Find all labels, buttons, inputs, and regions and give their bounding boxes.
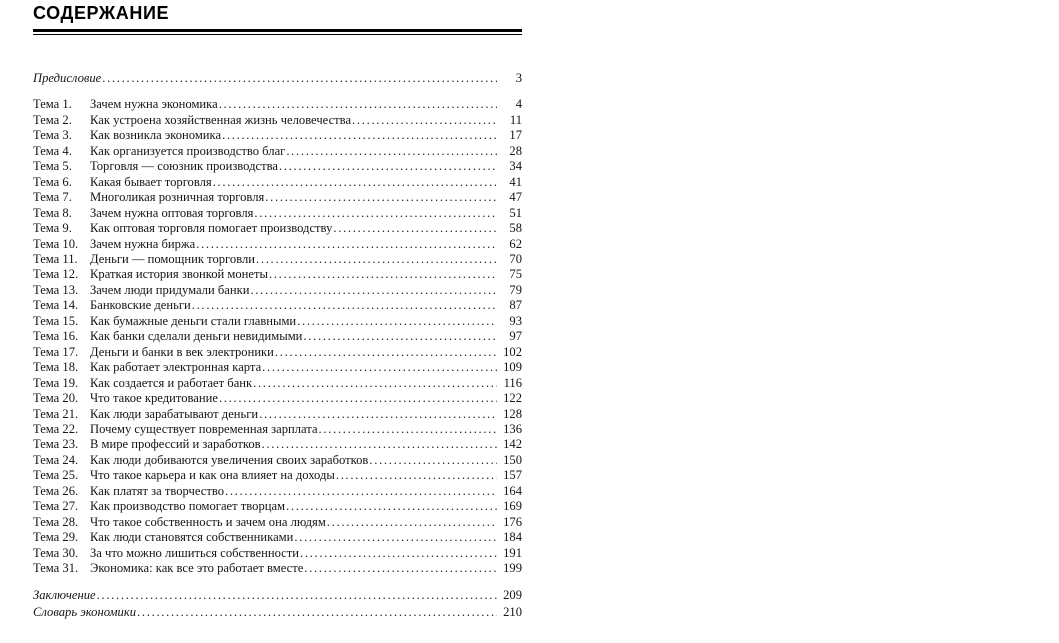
toc-entry xyxy=(33,588,522,603)
dot-leader xyxy=(253,376,497,391)
toc-entry-number: Тема 19. xyxy=(33,375,79,390)
toc-entry-page: 34 xyxy=(509,159,522,174)
toc-entry-label: Торговля — союзник производства xyxy=(90,159,278,174)
toc-entry-number: Тема 12. xyxy=(33,267,79,282)
dot-leader xyxy=(265,190,497,205)
toc-entry xyxy=(33,515,522,530)
toc-entry xyxy=(33,530,522,545)
dot-leader xyxy=(137,605,497,620)
toc-list xyxy=(33,71,522,620)
page-title: СОДЕРЖАНИЕ xyxy=(33,3,170,23)
toc-entry-number: Тема 28. xyxy=(33,514,79,529)
toc-entry-label: Что такое собственность и зачем она людям xyxy=(90,514,326,529)
toc-entry-label: Как оптовая торговля помогает производству xyxy=(90,221,333,236)
toc-entry-label: Что такое кредитование xyxy=(90,391,218,406)
toc-entry-number: Тема 16. xyxy=(33,329,79,344)
toc-entry-number: Тема 17. xyxy=(33,344,79,359)
toc-entry-number: Тема 5. xyxy=(33,159,72,174)
toc-entry xyxy=(33,237,522,252)
toc-entry-page: 11 xyxy=(509,112,522,127)
dot-leader xyxy=(286,144,497,159)
toc-entry-label: Зачем нужна экономика xyxy=(90,97,218,112)
toc-entry xyxy=(33,360,522,375)
toc-entry-label: Зачем нужна оптовая торговля xyxy=(90,205,254,220)
toc-entry xyxy=(33,453,522,468)
toc-entry-label: Банковские деньги xyxy=(90,298,191,313)
toc-entry-label: Словарь экономики xyxy=(33,604,137,619)
dot-leader xyxy=(213,175,497,190)
toc-entry-label: Как производство помогает творцам xyxy=(90,499,286,514)
dot-leader xyxy=(275,345,497,360)
toc-entry-page: 4 xyxy=(515,97,522,112)
toc-entry xyxy=(33,144,522,159)
dot-leader xyxy=(336,468,497,483)
toc-entry-number: Тема 2. xyxy=(33,112,72,127)
dot-leader xyxy=(297,314,497,329)
toc-entry xyxy=(33,221,522,236)
toc-entry xyxy=(33,345,522,360)
toc-entry-label: Как банки сделали деньги невидимыми xyxy=(90,329,303,344)
toc-entry-number: Тема 26. xyxy=(33,483,79,498)
toc-entry-label: Заключение xyxy=(33,587,96,602)
dot-leader xyxy=(192,298,497,313)
toc-entry xyxy=(33,159,522,174)
toc-entry-label: Зачем люди придумали банки xyxy=(90,282,250,297)
dot-leader xyxy=(219,97,497,112)
dot-leader xyxy=(303,329,497,344)
toc-entry-page: 136 xyxy=(503,421,522,436)
dot-leader xyxy=(319,422,497,437)
toc-entry-number: Тема 29. xyxy=(33,530,79,545)
toc-entry-number: Тема 1. xyxy=(33,97,72,112)
toc-entry-label: Как люди добиваются увеличения своих заработков xyxy=(90,452,369,467)
toc-entry-number: Тема 21. xyxy=(33,406,79,421)
toc-entry xyxy=(33,97,522,112)
toc-entry xyxy=(33,561,522,576)
toc-entry xyxy=(33,206,522,221)
toc-entry-page: 75 xyxy=(509,267,522,282)
toc-entry-number: Тема 6. xyxy=(33,174,72,189)
toc-entry-page: 199 xyxy=(503,561,522,576)
toc-entry xyxy=(33,71,522,86)
toc-entry-page: 209 xyxy=(503,587,522,602)
toc-entry-page: 3 xyxy=(515,71,522,85)
dot-leader xyxy=(279,159,497,174)
dot-leader xyxy=(352,113,497,128)
toc-entry-page: 70 xyxy=(509,251,522,266)
toc-entry-page: 58 xyxy=(509,221,522,236)
toc-entry-page: 184 xyxy=(503,530,522,545)
toc-entry xyxy=(33,190,522,205)
toc-entry-number: Тема 10. xyxy=(33,236,79,251)
toc-entry-number: Тема 24. xyxy=(33,452,79,467)
toc-entry-page: 150 xyxy=(503,452,522,467)
toc-entry-page: 164 xyxy=(503,483,522,498)
toc-entry-number: Тема 20. xyxy=(33,391,79,406)
toc-entry-page: 79 xyxy=(509,282,522,297)
toc-entry-page: 28 xyxy=(509,143,522,158)
toc-entry-page: 17 xyxy=(509,128,522,143)
toc-entry-label: Какая бывает торговля xyxy=(90,174,212,189)
toc-entry-label: Предисловие xyxy=(33,71,102,85)
toc-front-matter xyxy=(33,71,522,86)
toc-entry-page: 191 xyxy=(503,545,522,560)
toc-entry-number: Тема 4. xyxy=(33,143,72,158)
toc-entry-label: Краткая история звонкой монеты xyxy=(90,267,268,282)
toc-entry-number: Тема 25. xyxy=(33,468,79,483)
toc-entry-page: 116 xyxy=(503,375,522,390)
toc-entry-page: 122 xyxy=(503,391,522,406)
toc-entry-page: 169 xyxy=(503,499,522,514)
toc-entry xyxy=(33,267,522,282)
toc-entry-label: Как устроена хозяйственная жизнь человечества xyxy=(90,112,352,127)
dot-leader xyxy=(259,407,497,422)
title-rule xyxy=(33,29,522,35)
toc-entry-page: 102 xyxy=(503,344,522,359)
toc-entry-label: Многоликая розничная торговля xyxy=(90,190,265,205)
toc-entry-number: Тема 8. xyxy=(33,205,72,220)
toc-entry xyxy=(33,391,522,406)
toc-entry xyxy=(33,314,522,329)
toc-entry-page: 128 xyxy=(503,406,522,421)
toc-entry xyxy=(33,422,522,437)
toc-entry xyxy=(33,407,522,422)
dot-leader xyxy=(327,515,497,530)
dot-leader xyxy=(254,206,497,221)
dot-leader xyxy=(196,237,497,252)
toc-entry xyxy=(33,298,522,313)
toc-entry xyxy=(33,605,522,620)
toc-entry-number: Тема 7. xyxy=(33,190,72,205)
toc-entry xyxy=(33,113,522,128)
toc-entry-page: 176 xyxy=(503,514,522,529)
dot-leader xyxy=(250,283,497,298)
toc-entry-label: Как люди становятся собственниками xyxy=(90,530,294,545)
toc-entry-page: 142 xyxy=(503,437,522,452)
toc-entry xyxy=(33,546,522,561)
toc-entry xyxy=(33,252,522,267)
toc-entry-number: Тема 3. xyxy=(33,128,72,143)
dot-leader xyxy=(219,391,497,406)
toc-entry-label: За что можно лишиться собственности xyxy=(90,545,300,560)
toc-entry-page: 93 xyxy=(509,313,522,328)
toc-entry-label: Зачем нужна биржа xyxy=(90,236,196,251)
toc-entry-label: Как платят за творчество xyxy=(90,483,225,498)
toc-entry-page: 109 xyxy=(503,360,522,375)
toc-entry-number: Тема 30. xyxy=(33,545,79,560)
toc-entry-label: Как возникла экономика xyxy=(90,128,222,143)
toc-entry-number: Тема 11. xyxy=(33,251,78,266)
toc-entry-label: Деньги — помощник торговли xyxy=(90,251,256,266)
toc-entry xyxy=(33,376,522,391)
toc-page xyxy=(33,3,522,622)
toc-entry-label: Как бумажные деньги стали главными xyxy=(90,313,297,328)
dot-leader xyxy=(97,588,497,603)
toc-entry-label: Как создается и работает банк xyxy=(90,375,253,390)
toc-entry-label: Экономика: как все это работает вместе xyxy=(90,561,304,576)
toc-entry-label: Деньги и банки в век электроники xyxy=(90,344,274,359)
dot-leader xyxy=(300,546,497,561)
dot-leader xyxy=(102,71,497,86)
toc-entry-page: 51 xyxy=(509,205,522,220)
dot-leader xyxy=(286,499,497,514)
toc-entry-label: Что такое карьера и как она влияет на доходы xyxy=(90,468,335,483)
toc-entry xyxy=(33,283,522,298)
dot-leader xyxy=(222,128,497,143)
toc-entry-number: Тема 23. xyxy=(33,437,79,452)
toc-entry-number: Тема 14. xyxy=(33,298,79,313)
toc-entry-label: Как люди зарабатывают деньги xyxy=(90,406,259,421)
toc-entry-label: В мире профессий и заработков xyxy=(90,437,261,452)
dot-leader xyxy=(304,561,497,576)
toc-entry-number: Тема 31. xyxy=(33,561,79,576)
toc-entry-page: 210 xyxy=(503,604,522,619)
dot-leader xyxy=(269,267,497,282)
toc-entry-page: 41 xyxy=(509,174,522,189)
toc-entry xyxy=(33,128,522,143)
dot-leader xyxy=(256,252,497,267)
toc-entry xyxy=(33,437,522,452)
toc-entry-number: Тема 18. xyxy=(33,360,79,375)
toc-entry-label: Как организуется производство благ xyxy=(90,143,286,158)
toc-entry xyxy=(33,499,522,514)
dot-leader xyxy=(369,453,497,468)
toc-entry-page: 47 xyxy=(509,190,522,205)
toc-back-matter xyxy=(33,588,522,621)
toc-entry xyxy=(33,484,522,499)
toc-topics xyxy=(33,97,522,576)
dot-leader xyxy=(294,530,497,545)
toc-entry-number: Тема 9. xyxy=(33,221,72,236)
toc-entry-number: Тема 27. xyxy=(33,499,79,514)
dot-leader xyxy=(262,437,497,452)
toc-entry xyxy=(33,175,522,190)
dot-leader xyxy=(225,484,497,499)
toc-entry-page: 87 xyxy=(509,298,522,313)
toc-entry-label: Как работает электронная карта xyxy=(90,360,262,375)
toc-entry-number: Тема 22. xyxy=(33,421,79,436)
toc-entry-page: 157 xyxy=(503,468,522,483)
toc-entry-page: 62 xyxy=(509,236,522,251)
dot-leader xyxy=(262,360,497,375)
dot-leader xyxy=(333,221,497,236)
toc-entry xyxy=(33,468,522,483)
toc-entry-number: Тема 15. xyxy=(33,313,79,328)
toc-entry xyxy=(33,329,522,344)
toc-entry-page: 97 xyxy=(509,329,522,344)
toc-entry-number: Тема 13. xyxy=(33,282,79,297)
toc-entry-label: Почему существует повременная зарплата xyxy=(90,421,318,436)
